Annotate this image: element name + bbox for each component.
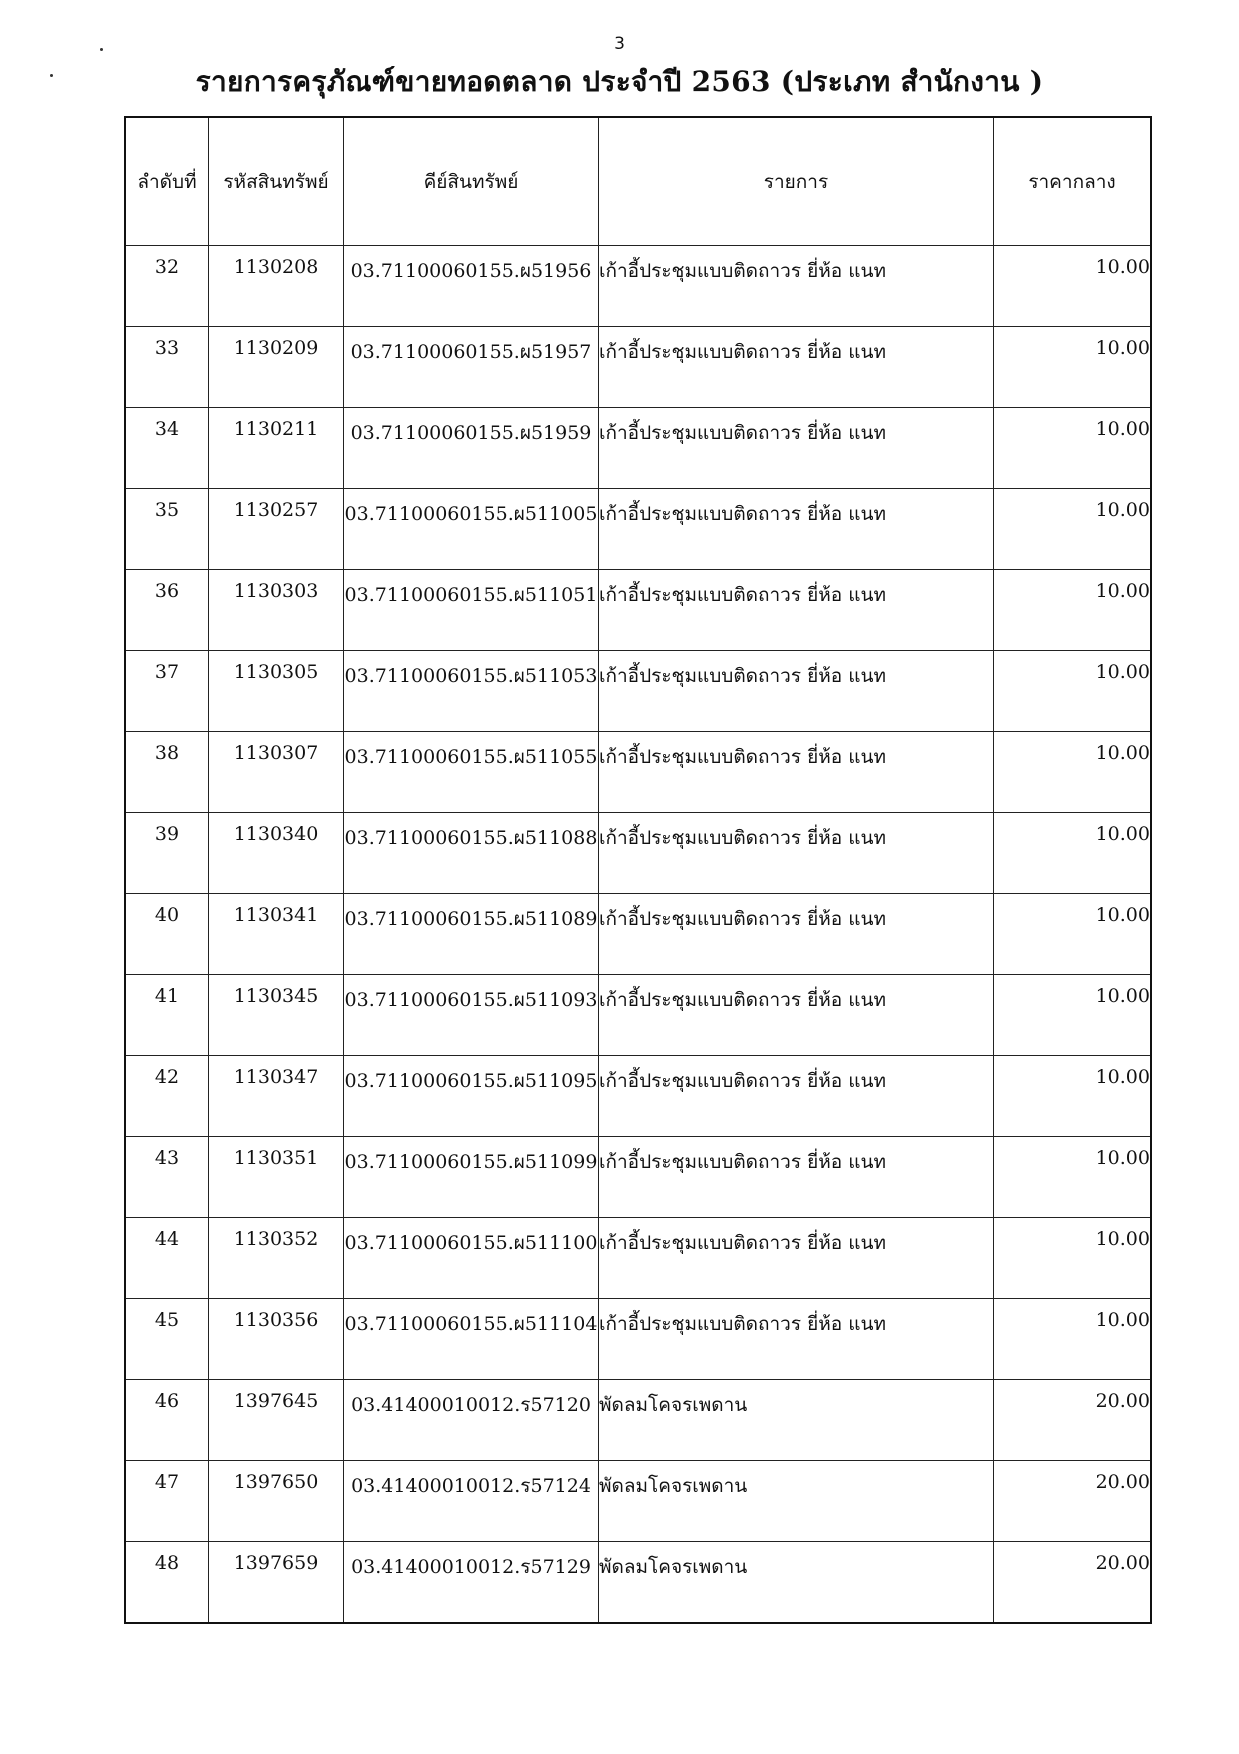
cell-asset-code: 1130356	[209, 1299, 344, 1380]
cell-sequence: 48	[125, 1542, 209, 1624]
cell-sequence: 32	[125, 246, 209, 327]
cell-asset-key: 03.71100060155.ผ511104	[344, 1299, 599, 1380]
cell-reference-price: 10.00	[994, 489, 1152, 570]
cell-asset-key: 03.41400010012.ร57129	[344, 1542, 599, 1624]
table-row	[125, 651, 1151, 732]
cell-asset-code: 1397659	[209, 1542, 344, 1624]
cell-sequence: 35	[125, 489, 209, 570]
table-row	[125, 570, 1151, 651]
cell-asset-key: 03.71100060155.ผ51959	[344, 408, 599, 489]
cell-asset-code: 1130347	[209, 1056, 344, 1137]
header-sequence: ลำดับที่	[125, 117, 209, 246]
cell-item: เก้าอี้ประชุมแบบติดถาวร ยี่ห้อ แนท	[599, 327, 994, 408]
cell-item: เก้าอี้ประชุมแบบติดถาวร ยี่ห้อ แนท	[599, 894, 994, 975]
table-row	[125, 1461, 1151, 1542]
table-row	[125, 1380, 1151, 1461]
cell-sequence: 34	[125, 408, 209, 489]
header-asset-code: รหัสสินทรัพย์	[209, 117, 344, 246]
cell-sequence: 38	[125, 732, 209, 813]
table-row	[125, 894, 1151, 975]
cell-item: เก้าอี้ประชุมแบบติดถาวร ยี่ห้อ แนท	[599, 813, 994, 894]
cell-sequence: 39	[125, 813, 209, 894]
cell-sequence: 41	[125, 975, 209, 1056]
cell-item: เก้าอี้ประชุมแบบติดถาวร ยี่ห้อ แนท	[599, 489, 994, 570]
cell-item: พัดลมโคจรเพดาน	[599, 1380, 994, 1461]
cell-asset-key: 03.41400010012.ร57120	[344, 1380, 599, 1461]
table-row	[125, 975, 1151, 1056]
cell-asset-code: 1130340	[209, 813, 344, 894]
cell-sequence: 36	[125, 570, 209, 651]
table-row	[125, 813, 1151, 894]
cell-reference-price: 20.00	[994, 1380, 1152, 1461]
cell-item: เก้าอี้ประชุมแบบติดถาวร ยี่ห้อ แนท	[599, 975, 994, 1056]
table-header-row	[125, 117, 1151, 246]
cell-sequence: 33	[125, 327, 209, 408]
cell-item: เก้าอี้ประชุมแบบติดถาวร ยี่ห้อ แนท	[599, 732, 994, 813]
cell-asset-code: 1130305	[209, 651, 344, 732]
cell-sequence: 47	[125, 1461, 209, 1542]
cell-asset-key: 03.71100060155.ผ511088	[344, 813, 599, 894]
cell-item: เก้าอี้ประชุมแบบติดถาวร ยี่ห้อ แนท	[599, 1299, 994, 1380]
cell-asset-key: 03.71100060155.ผ51957	[344, 327, 599, 408]
table-row	[125, 1218, 1151, 1299]
cell-asset-code: 1130352	[209, 1218, 344, 1299]
cell-asset-code: 1130211	[209, 408, 344, 489]
cell-asset-code: 1130351	[209, 1137, 344, 1218]
cell-item: เก้าอี้ประชุมแบบติดถาวร ยี่ห้อ แนท	[599, 246, 994, 327]
header-item: รายการ	[599, 117, 994, 246]
cell-asset-key: 03.71100060155.ผ511005	[344, 489, 599, 570]
cell-item: เก้าอี้ประชุมแบบติดถาวร ยี่ห้อ แนท	[599, 570, 994, 651]
cell-asset-code: 1130303	[209, 570, 344, 651]
cell-item: เก้าอี้ประชุมแบบติดถาวร ยี่ห้อ แนท	[599, 1137, 994, 1218]
cell-asset-code: 1130341	[209, 894, 344, 975]
cell-reference-price: 10.00	[994, 651, 1152, 732]
table-row	[125, 1056, 1151, 1137]
inventory-table	[124, 116, 1152, 1624]
header-asset-key: คีย์สินทรัพย์	[344, 117, 599, 246]
cell-asset-code: 1397645	[209, 1380, 344, 1461]
cell-reference-price: 10.00	[994, 894, 1152, 975]
cell-asset-key: 03.71100060155.ผ511089	[344, 894, 599, 975]
cell-item: พัดลมโคจรเพดาน	[599, 1542, 994, 1624]
cell-asset-code: 1130307	[209, 732, 344, 813]
cell-asset-key: 03.71100060155.ผ51956	[344, 246, 599, 327]
table-row	[125, 1542, 1151, 1624]
table-row	[125, 408, 1151, 489]
cell-sequence: 46	[125, 1380, 209, 1461]
cell-sequence: 37	[125, 651, 209, 732]
cell-asset-key: 03.71100060155.ผ511100	[344, 1218, 599, 1299]
cell-asset-code: 1130209	[209, 327, 344, 408]
page-number: 3	[614, 34, 625, 54]
cell-reference-price: 10.00	[994, 813, 1152, 894]
cell-sequence: 42	[125, 1056, 209, 1137]
cell-item: พัดลมโคจรเพดาน	[599, 1461, 994, 1542]
cell-reference-price: 10.00	[994, 408, 1152, 489]
cell-asset-key: 03.71100060155.ผ511051	[344, 570, 599, 651]
cell-reference-price: 10.00	[994, 1056, 1152, 1137]
cell-item: เก้าอี้ประชุมแบบติดถาวร ยี่ห้อ แนท	[599, 1056, 994, 1137]
cell-asset-code: 1397650	[209, 1461, 344, 1542]
cell-asset-key: 03.41400010012.ร57124	[344, 1461, 599, 1542]
cell-sequence: 40	[125, 894, 209, 975]
cell-reference-price: 10.00	[994, 732, 1152, 813]
cell-item: เก้าอี้ประชุมแบบติดถาวร ยี่ห้อ แนท	[599, 1218, 994, 1299]
cell-reference-price: 10.00	[994, 327, 1152, 408]
cell-reference-price: 10.00	[994, 1299, 1152, 1380]
cell-reference-price: 20.00	[994, 1542, 1152, 1624]
cell-reference-price: 20.00	[994, 1461, 1152, 1542]
cell-asset-key: 03.71100060155.ผ511099	[344, 1137, 599, 1218]
cell-asset-key: 03.71100060155.ผ511053	[344, 651, 599, 732]
cell-asset-code: 1130208	[209, 246, 344, 327]
page-title: รายการครุภัณฑ์ขายทอดตลาด ประจำปี 2563 (ประเภท สำนักงาน )	[195, 65, 1044, 98]
cell-item: เก้าอี้ประชุมแบบติดถาวร ยี่ห้อ แนท	[599, 408, 994, 489]
cell-asset-key: 03.71100060155.ผ511055	[344, 732, 599, 813]
cell-asset-code: 1130257	[209, 489, 344, 570]
cell-asset-code: 1130345	[209, 975, 344, 1056]
cell-sequence: 43	[125, 1137, 209, 1218]
table-row	[125, 1299, 1151, 1380]
cell-reference-price: 10.00	[994, 975, 1152, 1056]
table-row	[125, 732, 1151, 813]
header-reference-price: ราคากลาง	[994, 117, 1152, 246]
cell-item: เก้าอี้ประชุมแบบติดถาวร ยี่ห้อ แนท	[599, 651, 994, 732]
cell-asset-key: 03.71100060155.ผ511093	[344, 975, 599, 1056]
table-row	[125, 489, 1151, 570]
table-row	[125, 246, 1151, 327]
cell-sequence: 44	[125, 1218, 209, 1299]
cell-asset-key: 03.71100060155.ผ511095	[344, 1056, 599, 1137]
table-row	[125, 1137, 1151, 1218]
cell-reference-price: 10.00	[994, 1218, 1152, 1299]
cell-reference-price: 10.00	[994, 1137, 1152, 1218]
cell-reference-price: 10.00	[994, 246, 1152, 327]
cell-reference-price: 10.00	[994, 570, 1152, 651]
cell-sequence: 45	[125, 1299, 209, 1380]
table-row	[125, 327, 1151, 408]
